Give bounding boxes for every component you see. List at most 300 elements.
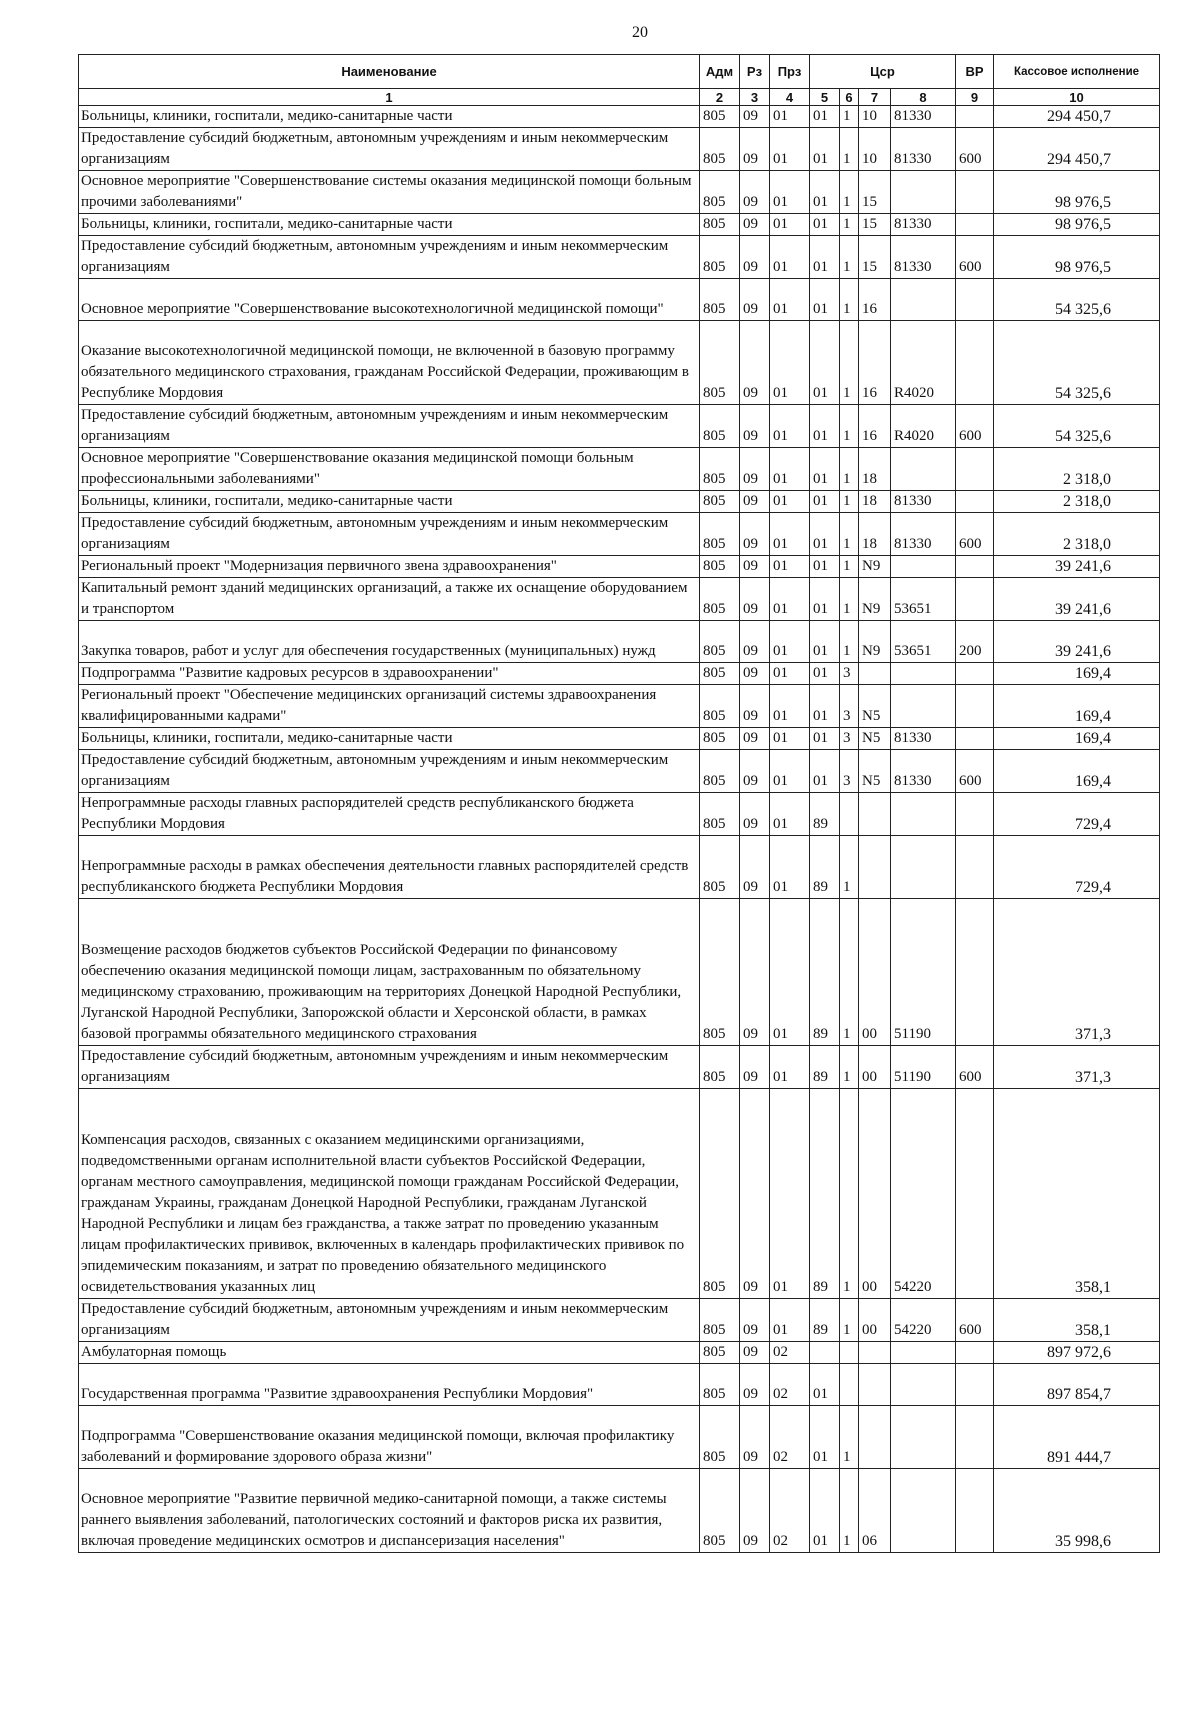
row-csr-event [859, 663, 891, 685]
row-adm: 805 [700, 1364, 740, 1406]
row-csr-program: 01 [810, 728, 840, 750]
table-row [79, 405, 1160, 448]
row-csr-subprogram [840, 1364, 859, 1406]
row-name: Основное мероприятие "Совершенствование оказания медицинской помощи больным профессиональными заболеваниями" [79, 448, 700, 491]
row-rz: 09 [740, 1364, 770, 1406]
table-row [79, 728, 1160, 750]
row-prz: 01 [770, 836, 810, 899]
row-vr [956, 106, 994, 128]
row-adm: 805 [700, 836, 740, 899]
row-adm: 805 [700, 899, 740, 1046]
row-csr-event: 15 [859, 171, 891, 214]
row-vr: 600 [956, 1299, 994, 1342]
row-csr-program: 01 [810, 513, 840, 556]
row-rz: 09 [740, 171, 770, 214]
row-rz: 09 [740, 836, 770, 899]
row-csr-subprogram: 1 [840, 448, 859, 491]
row-csr-event: 18 [859, 491, 891, 513]
row-amount: 169,4 [994, 663, 1160, 685]
row-csr-event: 10 [859, 106, 891, 128]
row-amount: 891 444,7 [994, 1406, 1160, 1469]
column-number: 1 [79, 89, 700, 106]
row-prz: 01 [770, 236, 810, 279]
table-row [79, 171, 1160, 214]
row-csr-direction: 53651 [891, 578, 956, 621]
row-prz: 01 [770, 556, 810, 578]
row-amount: 371,3 [994, 899, 1160, 1046]
row-vr: 200 [956, 621, 994, 663]
row-csr-event [859, 793, 891, 836]
table-row [79, 750, 1160, 793]
row-csr-direction [891, 793, 956, 836]
row-csr-event: 10 [859, 128, 891, 171]
row-vr [956, 214, 994, 236]
row-csr-direction [891, 1469, 956, 1553]
row-vr [956, 1469, 994, 1553]
row-csr-subprogram: 3 [840, 728, 859, 750]
row-csr-program: 01 [810, 171, 840, 214]
row-name: Оказание высокотехнологичной медицинской помощи, не включенной в базовую программу обязательного медицинского страхования, гражданам Российской Федерации, проживающим в Республике Мордовия [79, 321, 700, 405]
row-csr-event: 00 [859, 1046, 891, 1089]
row-adm: 805 [700, 236, 740, 279]
row-adm: 805 [700, 448, 740, 491]
row-rz: 09 [740, 128, 770, 171]
row-vr [956, 728, 994, 750]
row-amount: 729,4 [994, 793, 1160, 836]
row-csr-subprogram: 1 [840, 171, 859, 214]
row-name: Закупка товаров, работ и услуг для обеспечения государственных (муниципальных) нужд [79, 621, 700, 663]
table-row [79, 685, 1160, 728]
row-csr-event: N9 [859, 578, 891, 621]
row-rz: 09 [740, 1342, 770, 1364]
row-csr-direction: 51190 [891, 899, 956, 1046]
row-adm: 805 [700, 556, 740, 578]
row-csr-subprogram: 1 [840, 836, 859, 899]
row-name: Капитальный ремонт зданий медицинских организаций, а также их оснащение оборудованием и транспортом [79, 578, 700, 621]
row-name: Региональный проект "Модернизация первичного звена здравоохранения" [79, 556, 700, 578]
row-prz: 01 [770, 728, 810, 750]
table-row [79, 578, 1160, 621]
row-csr-program: 01 [810, 1406, 840, 1469]
row-rz: 09 [740, 750, 770, 793]
row-csr-direction [891, 1364, 956, 1406]
row-rz: 09 [740, 491, 770, 513]
column-number: 6 [840, 89, 859, 106]
row-csr-event [859, 1364, 891, 1406]
row-amount: 54 325,6 [994, 321, 1160, 405]
row-name: Амбулаторная помощь [79, 1342, 700, 1364]
row-csr-program: 01 [810, 750, 840, 793]
table-row [79, 556, 1160, 578]
row-csr-program: 01 [810, 128, 840, 171]
row-amount: 358,1 [994, 1089, 1160, 1299]
row-csr-program: 01 [810, 1364, 840, 1406]
budget-execution-table [78, 54, 1160, 1553]
row-vr [956, 1364, 994, 1406]
row-csr-direction: 81330 [891, 214, 956, 236]
row-amount: 98 976,5 [994, 214, 1160, 236]
row-name: Предоставление субсидий бюджетным, автономным учреждениям и иным некоммерческим организациям [79, 513, 700, 556]
row-csr-program: 01 [810, 556, 840, 578]
row-adm: 805 [700, 1469, 740, 1553]
row-prz: 01 [770, 750, 810, 793]
row-csr-subprogram: 1 [840, 513, 859, 556]
table-row [79, 1342, 1160, 1364]
row-vr [956, 578, 994, 621]
row-csr-event [859, 836, 891, 899]
row-amount: 294 450,7 [994, 106, 1160, 128]
row-csr-program [810, 1342, 840, 1364]
row-csr-direction [891, 171, 956, 214]
row-vr [956, 899, 994, 1046]
table-row [79, 491, 1160, 513]
row-prz: 02 [770, 1469, 810, 1553]
row-csr-event: N5 [859, 728, 891, 750]
row-csr-program: 01 [810, 621, 840, 663]
row-csr-program: 89 [810, 899, 840, 1046]
table-row [79, 836, 1160, 899]
row-adm: 805 [700, 1046, 740, 1089]
column-number: 7 [859, 89, 891, 106]
row-csr-program: 89 [810, 793, 840, 836]
row-amount: 169,4 [994, 728, 1160, 750]
row-csr-event: 16 [859, 321, 891, 405]
header-prz: Прз [770, 55, 810, 89]
row-vr: 600 [956, 513, 994, 556]
row-csr-direction [891, 279, 956, 321]
row-csr-event: N5 [859, 685, 891, 728]
table-body [79, 106, 1160, 1553]
table-row [79, 899, 1160, 1046]
header-adm: Адм [700, 55, 740, 89]
row-amount: 39 241,6 [994, 578, 1160, 621]
row-rz: 09 [740, 236, 770, 279]
row-name: Больницы, клиники, госпитали, медико-санитарные части [79, 214, 700, 236]
table-row [79, 1299, 1160, 1342]
page-number: 20 [632, 24, 648, 41]
row-name: Государственная программа "Развитие здравоохранения Республики Мордовия" [79, 1364, 700, 1406]
row-rz: 09 [740, 685, 770, 728]
row-rz: 09 [740, 793, 770, 836]
row-vr [956, 836, 994, 899]
row-csr-program: 01 [810, 106, 840, 128]
row-rz: 09 [740, 1469, 770, 1553]
table-row [79, 279, 1160, 321]
row-csr-subprogram: 1 [840, 1406, 859, 1469]
row-amount: 98 976,5 [994, 171, 1160, 214]
row-name: Основное мероприятие "Развитие первичной медико-санитарной помощи, а также системы раннего выявления заболеваний, патологических состояний и факторов риска их развития, включая проведение медицинских осмотров и диспансеризация населения" [79, 1469, 700, 1553]
table-row [79, 128, 1160, 171]
row-csr-direction: 81330 [891, 491, 956, 513]
row-prz: 01 [770, 448, 810, 491]
table-row [79, 321, 1160, 405]
row-csr-direction: 53651 [891, 621, 956, 663]
header-vr: ВР [956, 55, 994, 89]
row-csr-event: 18 [859, 513, 891, 556]
row-name: Предоставление субсидий бюджетным, автономным учреждениям и иным некоммерческим организациям [79, 128, 700, 171]
column-number-row [79, 89, 1160, 106]
table-row [79, 1406, 1160, 1469]
row-prz: 01 [770, 621, 810, 663]
row-rz: 09 [740, 321, 770, 405]
row-prz: 01 [770, 578, 810, 621]
row-csr-subprogram: 1 [840, 1469, 859, 1553]
table-row [79, 448, 1160, 491]
row-amount: 2 318,0 [994, 491, 1160, 513]
row-prz: 01 [770, 279, 810, 321]
row-amount: 897 972,6 [994, 1342, 1160, 1364]
row-adm: 805 [700, 663, 740, 685]
row-csr-subprogram: 3 [840, 685, 859, 728]
row-csr-subprogram: 1 [840, 236, 859, 279]
row-rz: 09 [740, 663, 770, 685]
row-adm: 805 [700, 621, 740, 663]
row-csr-event: 06 [859, 1469, 891, 1553]
row-csr-program: 01 [810, 663, 840, 685]
row-csr-direction [891, 1342, 956, 1364]
row-csr-program: 01 [810, 405, 840, 448]
row-name: Региональный проект "Обеспечение медицинских организаций системы здравоохранения квалифицированными кадрами" [79, 685, 700, 728]
row-amount: 169,4 [994, 685, 1160, 728]
row-vr: 600 [956, 1046, 994, 1089]
row-name: Больницы, клиники, госпитали, медико-санитарные части [79, 728, 700, 750]
row-name: Основное мероприятие "Совершенствование системы оказания медицинской помощи больным прочими заболеваниями" [79, 171, 700, 214]
row-name: Основное мероприятие "Совершенствование высокотехнологичной медицинской помощи" [79, 279, 700, 321]
row-csr-subprogram: 3 [840, 750, 859, 793]
row-name: Подпрограмма "Развитие кадровых ресурсов в здравоохранении" [79, 663, 700, 685]
row-adm: 805 [700, 1406, 740, 1469]
row-name: Предоставление субсидий бюджетным, автономным учреждениям и иным некоммерческим организациям [79, 236, 700, 279]
row-csr-event: 00 [859, 899, 891, 1046]
row-csr-subprogram: 1 [840, 1089, 859, 1299]
table-row [79, 793, 1160, 836]
row-amount: 2 318,0 [994, 448, 1160, 491]
row-csr-program: 01 [810, 448, 840, 491]
row-csr-event: 15 [859, 236, 891, 279]
table-row [79, 106, 1160, 128]
row-rz: 09 [740, 1299, 770, 1342]
row-prz: 02 [770, 1342, 810, 1364]
row-vr: 600 [956, 128, 994, 171]
row-csr-subprogram: 1 [840, 128, 859, 171]
row-csr-program: 89 [810, 1046, 840, 1089]
header-csr: Цср [810, 55, 956, 89]
row-adm: 805 [700, 1089, 740, 1299]
row-amount: 169,4 [994, 750, 1160, 793]
row-csr-subprogram: 1 [840, 405, 859, 448]
row-csr-direction: 54220 [891, 1089, 956, 1299]
row-csr-program: 01 [810, 1469, 840, 1553]
row-prz: 01 [770, 899, 810, 1046]
row-prz: 01 [770, 321, 810, 405]
row-amount: 897 854,7 [994, 1364, 1160, 1406]
row-amount: 294 450,7 [994, 128, 1160, 171]
row-csr-event [859, 1342, 891, 1364]
row-name: Непрограммные расходы в рамках обеспечения деятельности главных распорядителей средств республиканского бюджета Республики Мордовия [79, 836, 700, 899]
row-amount: 729,4 [994, 836, 1160, 899]
row-rz: 09 [740, 728, 770, 750]
row-csr-program: 01 [810, 321, 840, 405]
column-number: 3 [740, 89, 770, 106]
row-rz: 09 [740, 556, 770, 578]
row-csr-subprogram: 1 [840, 899, 859, 1046]
row-csr-event: 00 [859, 1299, 891, 1342]
row-name: Предоставление субсидий бюджетным, автономным учреждениям и иным некоммерческим организациям [79, 1046, 700, 1089]
row-csr-subprogram [840, 1342, 859, 1364]
row-vr [956, 448, 994, 491]
row-csr-direction: 51190 [891, 1046, 956, 1089]
table-row [79, 1364, 1160, 1406]
row-prz: 01 [770, 513, 810, 556]
row-csr-subprogram: 1 [840, 491, 859, 513]
row-csr-subprogram: 3 [840, 663, 859, 685]
row-adm: 805 [700, 321, 740, 405]
row-adm: 805 [700, 1299, 740, 1342]
row-csr-subprogram: 1 [840, 578, 859, 621]
row-name: Предоставление субсидий бюджетным, автономным учреждениям и иным некоммерческим организациям [79, 1299, 700, 1342]
row-vr [956, 279, 994, 321]
row-name: Возмещение расходов бюджетов субъектов Российской Федерации по финансовому обеспечению оказания медицинской помощи лицам, застрахованным по обязательному медицинскому страхованию, проживающим на территориях Донецкой Народной Республики, Луганской Народной Республики, Запорожской области и Херсонской области, в рамках базовой программы обязательного медицинского страхования [79, 899, 700, 1046]
row-csr-direction: 81330 [891, 728, 956, 750]
row-prz: 01 [770, 214, 810, 236]
row-csr-direction [891, 836, 956, 899]
row-amount: 54 325,6 [994, 405, 1160, 448]
row-csr-subprogram: 1 [840, 621, 859, 663]
table-row [79, 1469, 1160, 1553]
row-vr [956, 793, 994, 836]
row-csr-direction [891, 685, 956, 728]
table-header [79, 55, 1160, 106]
row-adm: 805 [700, 106, 740, 128]
row-adm: 805 [700, 214, 740, 236]
row-amount: 54 325,6 [994, 279, 1160, 321]
row-prz: 02 [770, 1364, 810, 1406]
row-adm: 805 [700, 171, 740, 214]
row-csr-program: 01 [810, 578, 840, 621]
row-csr-subprogram: 1 [840, 1046, 859, 1089]
table-row [79, 214, 1160, 236]
row-rz: 09 [740, 1046, 770, 1089]
row-csr-subprogram: 1 [840, 106, 859, 128]
row-adm: 805 [700, 128, 740, 171]
row-csr-program: 01 [810, 491, 840, 513]
row-vr [956, 1406, 994, 1469]
row-prz: 01 [770, 405, 810, 448]
row-csr-event: 16 [859, 279, 891, 321]
row-csr-program: 01 [810, 236, 840, 279]
row-prz: 01 [770, 171, 810, 214]
row-name: Компенсация расходов, связанных с оказанием медицинскими организациями, подведомственными органам исполнительной власти субъектов Российской Федерации, органам местного самоуправления, медицинской помощи гражданам Российской Федерации, гражданам Украины, гражданам Донецкой Народной Республики, гражданам Луганской Народной Республики и лицам без гражданства, а также затрат по проведению указанным лицам профилактических прививок, включенных в календарь профилактических прививок по эпидемическим показаниям, и затрат по проведению обязательного медицинского освидетельствования указанных лиц [79, 1089, 700, 1299]
header-name: Наименование [79, 55, 700, 89]
row-adm: 805 [700, 578, 740, 621]
row-vr: 600 [956, 236, 994, 279]
row-csr-event: N9 [859, 621, 891, 663]
row-prz: 01 [770, 793, 810, 836]
row-csr-program: 89 [810, 836, 840, 899]
row-prz: 01 [770, 106, 810, 128]
row-csr-program: 89 [810, 1299, 840, 1342]
table-row [79, 621, 1160, 663]
row-rz: 09 [740, 405, 770, 448]
row-amount: 371,3 [994, 1046, 1160, 1089]
row-adm: 805 [700, 750, 740, 793]
row-vr [956, 1089, 994, 1299]
row-rz: 09 [740, 513, 770, 556]
row-rz: 09 [740, 899, 770, 1046]
row-csr-subprogram: 1 [840, 1299, 859, 1342]
row-rz: 09 [740, 214, 770, 236]
row-csr-program: 01 [810, 685, 840, 728]
table-row [79, 1046, 1160, 1089]
row-csr-event: N9 [859, 556, 891, 578]
row-amount: 358,1 [994, 1299, 1160, 1342]
column-number: 2 [700, 89, 740, 106]
header-rz: Рз [740, 55, 770, 89]
row-csr-direction: 81330 [891, 106, 956, 128]
row-csr-direction: 81330 [891, 128, 956, 171]
row-vr [956, 685, 994, 728]
column-number: 10 [994, 89, 1160, 106]
row-vr [956, 491, 994, 513]
row-csr-event [859, 1406, 891, 1469]
row-amount: 35 998,6 [994, 1469, 1160, 1553]
row-rz: 09 [740, 106, 770, 128]
row-prz: 01 [770, 128, 810, 171]
row-csr-event: N5 [859, 750, 891, 793]
row-csr-event: 18 [859, 448, 891, 491]
row-name: Непрограммные расходы главных распорядителей средств республиканского бюджета Республики Мордовия [79, 793, 700, 836]
header-cash-execution: Кассовое исполнение [994, 55, 1160, 89]
table-row [79, 663, 1160, 685]
row-rz: 09 [740, 279, 770, 321]
row-csr-direction [891, 556, 956, 578]
row-rz: 09 [740, 448, 770, 491]
row-vr [956, 321, 994, 405]
table-row [79, 1089, 1160, 1299]
row-csr-direction: 81330 [891, 513, 956, 556]
row-amount: 39 241,6 [994, 556, 1160, 578]
row-adm: 805 [700, 279, 740, 321]
row-rz: 09 [740, 1406, 770, 1469]
row-name: Больницы, клиники, госпитали, медико-санитарные части [79, 491, 700, 513]
row-amount: 98 976,5 [994, 236, 1160, 279]
row-adm: 805 [700, 491, 740, 513]
row-adm: 805 [700, 685, 740, 728]
row-csr-subprogram [840, 793, 859, 836]
row-name: Подпрограмма "Совершенствование оказания медицинской помощи, включая профилактику заболеваний и формирование здорового образа жизни" [79, 1406, 700, 1469]
row-vr: 600 [956, 405, 994, 448]
column-number: 8 [891, 89, 956, 106]
row-rz: 09 [740, 621, 770, 663]
row-csr-direction: R4020 [891, 321, 956, 405]
row-rz: 09 [740, 1089, 770, 1299]
row-vr [956, 1342, 994, 1364]
row-csr-subprogram: 1 [840, 214, 859, 236]
row-csr-event: 00 [859, 1089, 891, 1299]
row-vr [956, 171, 994, 214]
row-prz: 01 [770, 1089, 810, 1299]
row-adm: 805 [700, 1342, 740, 1364]
row-csr-direction: 81330 [891, 236, 956, 279]
row-amount: 39 241,6 [994, 621, 1160, 663]
row-prz: 02 [770, 1406, 810, 1469]
row-vr [956, 556, 994, 578]
row-prz: 01 [770, 491, 810, 513]
row-csr-direction [891, 663, 956, 685]
row-prz: 01 [770, 1046, 810, 1089]
row-csr-direction [891, 1406, 956, 1469]
row-rz: 09 [740, 578, 770, 621]
